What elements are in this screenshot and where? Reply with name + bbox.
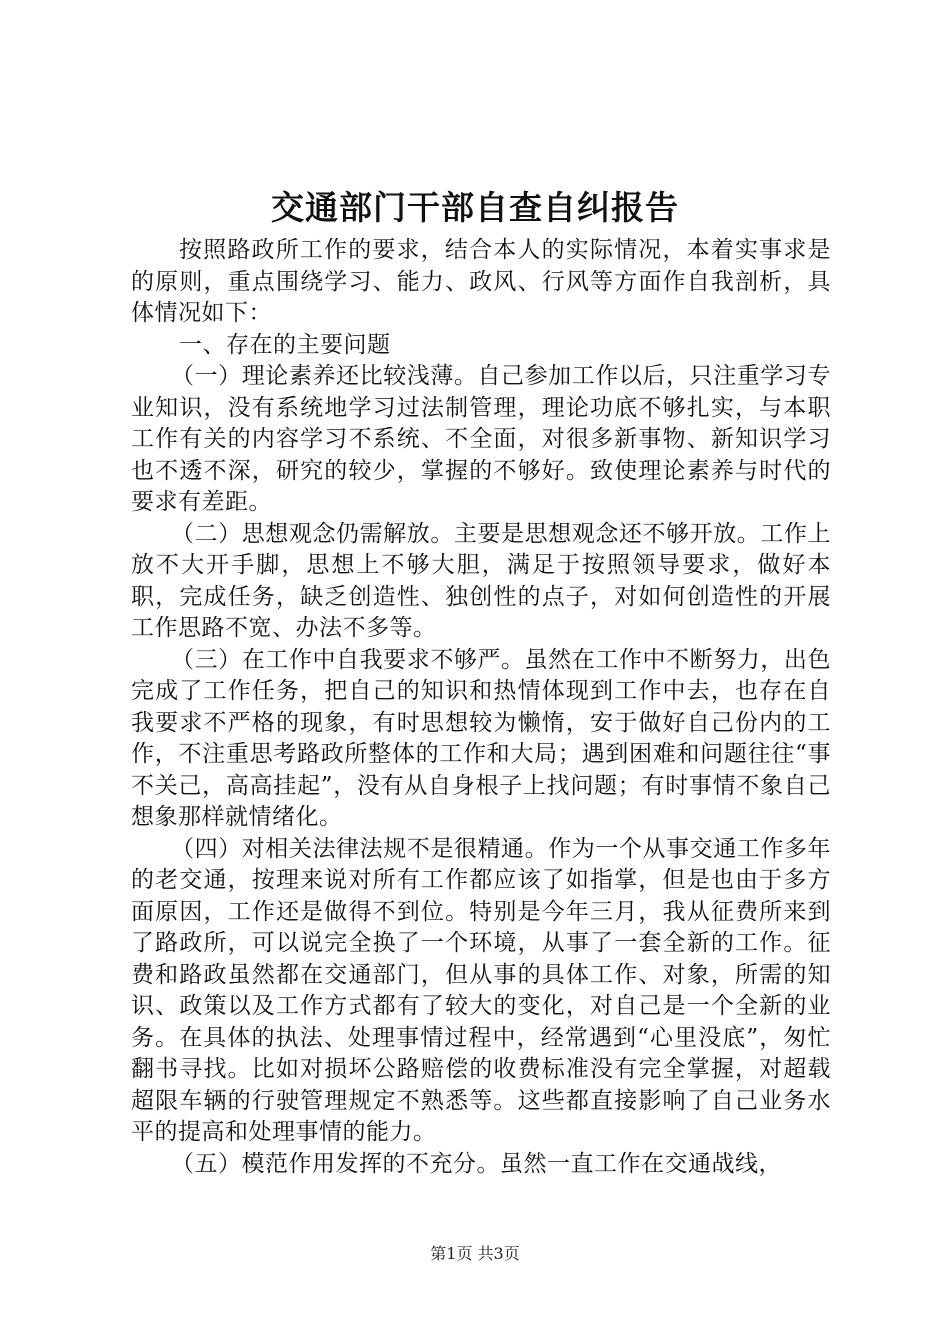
issue-paragraph-5: （五）模范作用发挥的不充分。虽然一直工作在交通战线， — [171, 1150, 782, 1177]
issue-paragraph-4: （四）对相关法律法规不是很精通。作为一个从事交通工作多年的老交通，按理来说对所有工作都应该了如指掌，但是也由于多方面原因，工作还是做得不到位。特别是今年三月，我从征费所来到了路政所，可以说完全换了一个环境，从事了一套全新的工作。征费和路政虽然都在交通部门，但从事的具体工作、对象，所需的知识、政策以及工作方式都有了较大的变化，对自己是一个全新的业务。在具体的执法、处理事情过程中，经常遇到“心里没底”，匆忙翻书寻找。比如对损坏公路赔偿的收费标准没有完全掌握，对超载超限车辆的行驶管理规定不熟悉等。这些都直接影响了自己业务水平的提高和处理事情的能力。 — [131, 835, 831, 1145]
issue-paragraph-3: （三）在工作中自我要求不够严。虽然在工作中不断努力，出色完成了工作任务，把自己的知识和热情体现到工作中去，也存在自我要求不严格的现象，有时思想较为懒惰，安于做好自己份内的工作，不注重思考路政所整体的工作和大局；遇到困难和问题往往“事不关己，高高挂起”，没有从自身根子上找问题；有时事情不象自己想象那样就情绪化。 — [131, 646, 831, 830]
document-title: 交通部门干部自查自纠报告 — [271, 188, 679, 227]
intro-paragraph: 按照路政所工作的要求，结合本人的实际情况，本着实事求是的原则，重点围绕学习、能力、政风、行风等方面作自我剖析，具体情况如下： — [131, 237, 831, 326]
issue-paragraph-1: （一）理论素养还比较浅薄。自己参加工作以后，只注重学习专业知识，没有系统地学习过法制管理，理论功底不够扎实，与本职工作有关的内容学习不系统、不全面，对很多新事物、新知识学习也不透不深，研究的较少，掌握的不够好。致使理论素养与时代的要求有差距。 — [131, 363, 831, 515]
issue-paragraph-2: （二）思想观念仍需解放。主要是思想观念还不够开放。工作上放不大开手脚，思想上不够大胆，满足于按照领导要求，做好本职，完成任务，缺乏创造性、独创性的点子，对如何创造性的开展工作思路不宽、办法不多等。 — [131, 520, 831, 641]
page-footer: 第1页 共3页 — [430, 1244, 520, 1263]
document-body — [131, 235, 831, 1180]
section-heading: 一、存在的主要问题 — [179, 331, 391, 358]
